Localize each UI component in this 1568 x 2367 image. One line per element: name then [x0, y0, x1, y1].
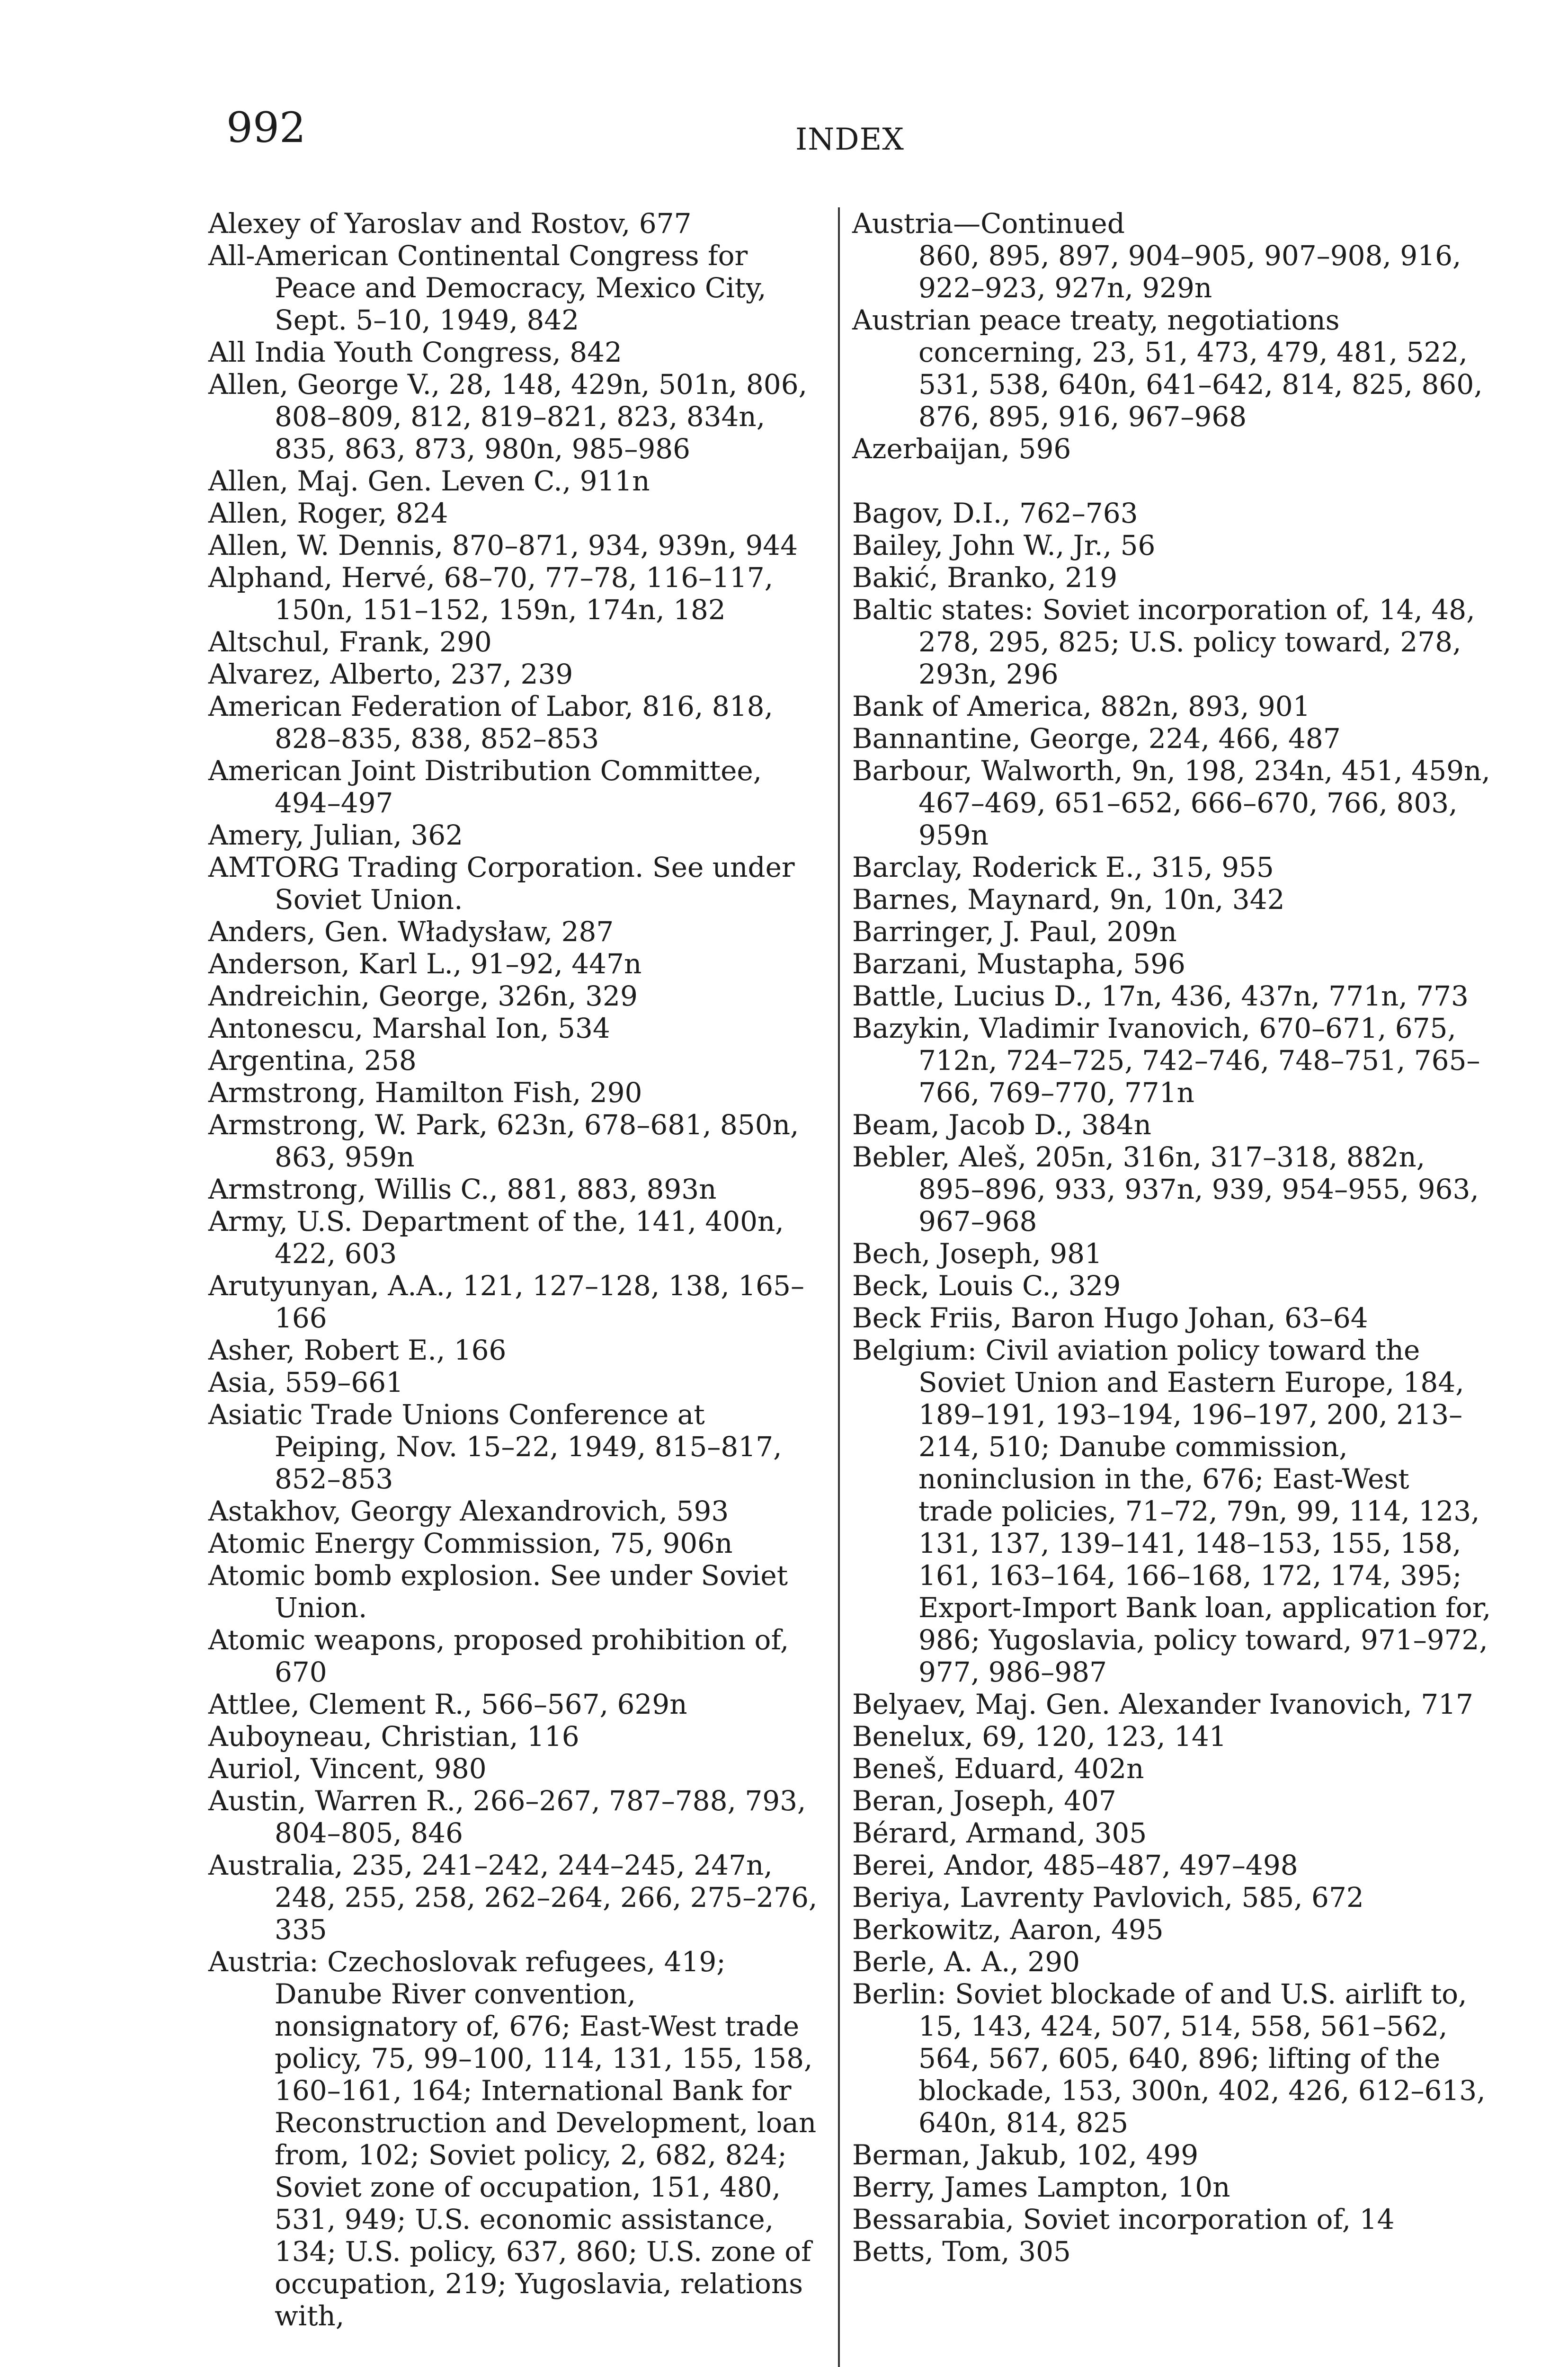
- index-entry: Berei, Andor, 485–487, 497–498: [852, 1849, 1298, 1881]
- index-entry: Atomic Energy Commission, 75, 906n: [208, 1527, 733, 1559]
- index-entry: Attlee, Clement R., 566–567, 629n: [208, 1688, 687, 1720]
- index-entry: Atomic weapons, proposed prohibition of, 670: [208, 1624, 789, 1688]
- index-entry: Berle, A. A., 290: [852, 1946, 1080, 1978]
- index-entry: Bebler, Aleš, 205n, 316n, 317–318, 882n, 895–896, 933, 937n, 939, 954–955, 963, 967–968: [852, 1141, 1479, 1237]
- index-entry: Allen, Roger, 824: [208, 497, 448, 529]
- index-column-left: [208, 207, 824, 2332]
- index-entry: Berkowitz, Aaron, 495: [852, 1913, 1164, 1946]
- index-entry: Bessarabia, Soviet incorporation of, 14: [852, 2203, 1395, 2235]
- index-entry: Barzani, Mustapha, 596: [852, 948, 1185, 980]
- index-entry: Anders, Gen. Władysław, 287: [208, 916, 614, 948]
- index-entry: Asiatic Trade Unions Conference at Peiping, Nov. 15–22, 1949, 815–817, 852–853: [208, 1398, 782, 1495]
- index-entry: Beneš, Eduard, 402n: [852, 1753, 1144, 1785]
- index-entry: Astakhov, Georgy Alexandrovich, 593: [208, 1495, 729, 1527]
- index-entry: Beran, Joseph, 407: [852, 1785, 1116, 1817]
- running-head: INDEX: [795, 122, 904, 157]
- index-entry: Altschul, Frank, 290: [208, 626, 492, 658]
- index-entry: Bank of America, 882n, 893, 901: [852, 690, 1310, 722]
- index-entry: Atomic bomb explosion. See under Soviet Union.: [208, 1559, 788, 1624]
- index-entry: Austria: Czechoslovak refugees, 419; Danube River convention, nonsignatory of, 676; East-West trade policy, 75, 99–100, 114, 131, 155, 158, 160–161, 164; International Bank for Reconstruction and Development, loan from, 102; Soviet policy, 2, 682, 824; Soviet zone of occupation, 151, 480, 531, 949; U.S. economic assistance, 134; U.S. policy, 637, 860; U.S. zone of occupation, 219; Yugoslavia, relations with,: [208, 1946, 817, 2332]
- index-entry: Beck, Louis C., 329: [852, 1270, 1121, 1302]
- index-entry: Auboyneau, Christian, 116: [208, 1720, 579, 1753]
- index-entry: Australia, 235, 241–242, 244–245, 247n, 248, 255, 258, 262–264, 266, 275–276, 335: [208, 1849, 818, 1946]
- index-entry: Armstrong, W. Park, 623n, 678–681, 850n, 863, 959n: [208, 1109, 799, 1173]
- index-entry: Berry, James Lampton, 10n: [852, 2171, 1230, 2203]
- index-entry: Belyaev, Maj. Gen. Alexander Ivanovich, 717: [852, 1688, 1473, 1720]
- index-entry: Bakić, Branko, 219: [852, 561, 1118, 594]
- index-entry: Berman, Jakub, 102, 499: [852, 2139, 1199, 2171]
- index-entry: Asher, Robert E., 166: [208, 1334, 507, 1366]
- index-entry: Armstrong, Hamilton Fish, 290: [208, 1077, 642, 1109]
- index-entry: Bérard, Armand, 305: [852, 1817, 1147, 1849]
- index-entry: Betts, Tom, 305: [852, 2235, 1071, 2268]
- column-divider: [838, 207, 840, 2367]
- index-entry: Allen, Maj. Gen. Leven C., 911n: [208, 465, 650, 497]
- index-entry: Bailey, John W., Jr., 56: [852, 529, 1156, 561]
- index-entry: Allen, George V., 28, 148, 429n, 501n, 806, 808–809, 812, 819–821, 823, 834n, 835, 863, 873, 980n, 985–986: [208, 368, 808, 465]
- index-entry: Azerbaijan, 596: [852, 433, 1071, 465]
- index-entry: Battle, Lucius D., 17n, 436, 437n, 771n, 773: [852, 980, 1469, 1012]
- index-entry: Asia, 559–661: [208, 1366, 404, 1398]
- index-entry: Bannantine, George, 224, 466, 487: [852, 722, 1341, 755]
- index-entry: Bech, Joseph, 981: [852, 1237, 1102, 1270]
- index-entry: Alexey of Yaroslav and Rostov, 677: [208, 207, 692, 240]
- index-entry: AMTORG Trading Corporation. See under Soviet Union.: [208, 851, 795, 916]
- index-entry: Barringer, J. Paul, 209n: [852, 916, 1177, 948]
- index-entry: Berlin: Soviet blockade of and U.S. airlift to, 15, 143, 424, 507, 514, 558, 561–562, 564, 567, 605, 640, 896; lifting of the blockade, 153, 300n, 402, 426, 612–613, 640n, 814, 825: [852, 1978, 1486, 2139]
- index-entry: Andreichin, George, 326n, 329: [208, 980, 638, 1012]
- index-entry: Antonescu, Marshal Ion, 534: [208, 1012, 610, 1044]
- index-entry: Amery, Julian, 362: [208, 819, 463, 851]
- index-entry: Austin, Warren R., 266–267, 787–788, 793, 804–805, 846: [208, 1785, 806, 1849]
- index-entry: Armstrong, Willis C., 881, 883, 893n: [208, 1173, 717, 1205]
- index-entry: Alphand, Hervé, 68–70, 77–78, 116–117, 150n, 151–152, 159n, 174n, 182: [208, 561, 774, 626]
- page-number: 992: [226, 103, 306, 152]
- index-entry: American Joint Distribution Committee, 494–497: [208, 755, 762, 819]
- index-entry: Beam, Jacob D., 384n: [852, 1109, 1151, 1141]
- index-entry: All-American Continental Congress for Peace and Democracy, Mexico City, Sept. 5–10, 1949, 842: [208, 240, 766, 336]
- index-entry: Argentina, 258: [208, 1044, 417, 1077]
- index-entry: Alvarez, Alberto, 237, 239: [208, 658, 573, 690]
- index-entry: Bazykin, Vladimir Ivanovich, 670–671, 675, 712n, 724–725, 742–746, 748–751, 765–766, 769–770, 771n: [852, 1012, 1480, 1109]
- index-entry: All India Youth Congress, 842: [208, 336, 622, 368]
- index-entry: Anderson, Karl L., 91–92, 447n: [208, 948, 642, 980]
- index-entry: Army, U.S. Department of the, 141, 400n, 422, 603: [208, 1205, 784, 1270]
- index-entry: Beriya, Lavrenty Pavlovich, 585, 672: [852, 1881, 1364, 1913]
- index-entry: Austria—Continued: [852, 207, 1125, 240]
- index-entry-continuation: 860, 895, 897, 904–905, 907–908, 916, 922–923, 927n, 929n: [918, 240, 1461, 304]
- index-entry: Auriol, Vincent, 980: [208, 1753, 487, 1785]
- index-entry: Bagov, D.I., 762–763: [852, 497, 1138, 529]
- index-entry: Allen, W. Dennis, 870–871, 934, 939n, 944: [208, 529, 798, 561]
- index-entry: Beck Friis, Baron Hugo Johan, 63–64: [852, 1302, 1368, 1334]
- index-entry: Benelux, 69, 120, 123, 141: [852, 1720, 1227, 1753]
- index-entry: American Federation of Labor, 816, 818, 828–835, 838, 852–853: [208, 690, 773, 755]
- index-column-right: [852, 207, 1491, 2268]
- index-entry: Belgium: Civil aviation policy toward the Soviet Union and Eastern Europe, 184, 189–191, 193–194, 196–197, 200, 213–214, 510; Danube commission, noninclusion in the, 676; East-West trade policies, 71–72, 79n, 99, 114, 123, 131, 137, 139–141, 148–153, 155, 158, 161, 163–164, 166–168, 172, 174, 395; Export-Import Bank loan, application for, 986; Yugoslavia, policy toward, 971–972, 977, 986–987: [852, 1334, 1491, 1688]
- index-entry: Austrian peace treaty, negotiations concerning, 23, 51, 473, 479, 481, 522, 531, 538, 640n, 641–642, 814, 825, 860, 876, 895, 916, 967–968: [852, 304, 1483, 433]
- index-entry: Arutyunyan, A.A., 121, 127–128, 138, 165–166: [208, 1270, 804, 1334]
- index-entry: Barnes, Maynard, 9n, 10n, 342: [852, 883, 1285, 916]
- index-entry: Barbour, Walworth, 9n, 198, 234n, 451, 459n, 467–469, 651–652, 666–670, 766, 803, 959n: [852, 755, 1490, 851]
- letter-group-gap: [852, 465, 1491, 497]
- index-entry: Baltic states: Soviet incorporation of, 14, 48, 278, 295, 825; U.S. policy toward, 278, 293n, 296: [852, 594, 1475, 690]
- index-entry: Barclay, Roderick E., 315, 955: [852, 851, 1274, 883]
